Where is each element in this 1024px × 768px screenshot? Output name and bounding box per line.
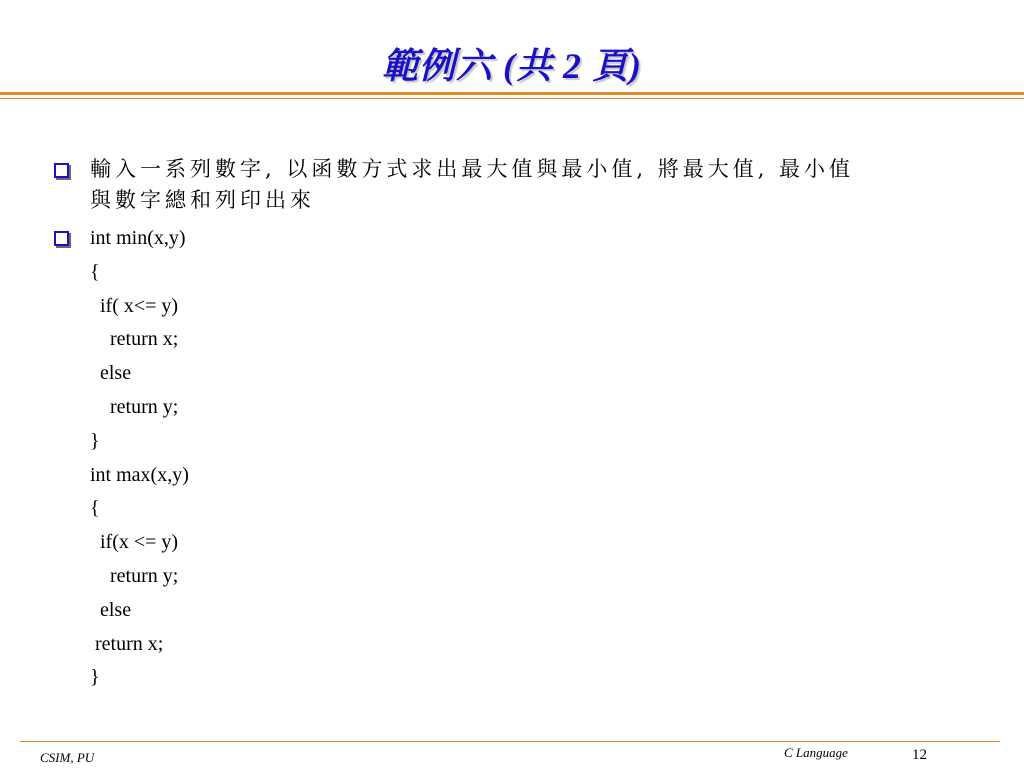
code-block [90,256,982,695]
square-bullet-icon [54,231,69,246]
code-line: else [90,598,132,621]
code-line: else [90,362,132,385]
footer-institution: CSIM, PU [40,750,95,765]
code-line: } [90,666,100,689]
code-line: return x; [90,632,164,655]
code-line: } [90,429,100,452]
code-line: int max(x,y) [90,463,189,486]
footer-course-name: C Language [784,745,848,760]
code-line: int min(x,y) [90,227,186,249]
code-line: { [90,497,100,520]
code-line: if( x<= y) [90,294,179,317]
footer-divider [20,741,1000,742]
slide-title: 範例六 (共 2 頁) [382,46,642,86]
slide-content [52,154,982,695]
code-line: { [90,260,100,283]
title-divider-thin [0,98,1024,99]
code-line: return x; [90,328,179,351]
bullet-text-line-1: 輸入一系列數字, 以函數方式求出最大值與最小值, 將最大值, 最小值 [90,157,855,181]
code-line: return y; [90,564,179,587]
bullet-item [52,222,982,256]
bullet-item [52,154,982,216]
bullet-text-line-2: 與數字總和列印出來 [90,188,315,212]
page-number: 12 [912,747,927,763]
code-line: if(x <= y) [90,531,179,554]
title-divider-thick [0,92,1024,95]
code-line: return y; [90,395,179,418]
square-bullet-icon [54,163,69,178]
